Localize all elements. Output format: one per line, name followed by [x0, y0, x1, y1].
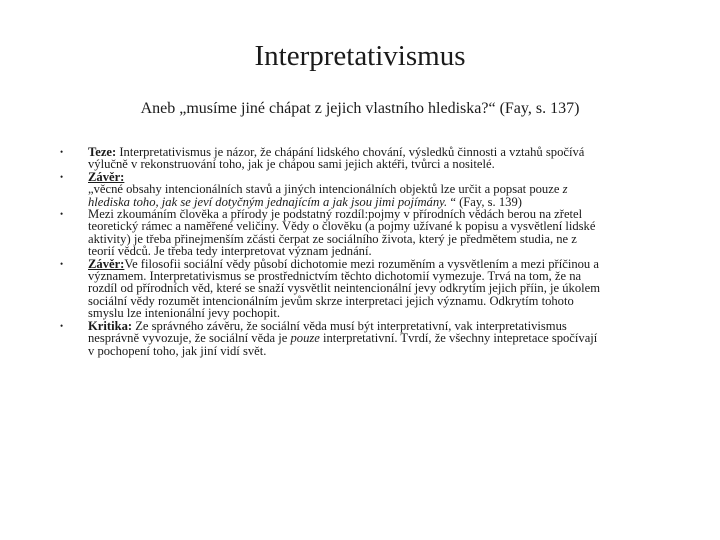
text-line: aktivity) je třeba přinejmenším zčásti čerpat ze sociálního života, který je předmětem studia, ne z	[88, 231, 577, 246]
text-line: Mezi zkoumáním člověka a přírody je podstatný rozdíl:pojmy v přírodních vědách berou na zřetel	[88, 207, 583, 222]
bullet-item-kritika	[60, 320, 665, 357]
text-line: v pochopení toho, jak jiní vidí svět.	[88, 343, 267, 358]
text-run: „věcné obsahy intencionálních stavů a jiných intencionálních objektů lze určit a popsat pouze	[88, 182, 563, 197]
bullet-item-teze	[60, 146, 665, 171]
text-run: Ve filosofii sociální vědy působí dichotomie mezi rozuměním a vysvětlením a mezi příčinou a	[124, 256, 599, 271]
item-label: Závěr:	[88, 256, 125, 271]
text-line: smyslu lze intenionální jevy pochopit.	[88, 306, 281, 321]
text-line: sociální vědy rozumět intencionálním jevům skrze interpretaci jejich významu. Odkrytím tohoto	[88, 293, 574, 308]
text-line	[88, 332, 665, 344]
bullet-item-zaver-2	[60, 258, 665, 320]
bullet-icon: •	[60, 209, 64, 220]
text-line: teoretický rámec a naměřené veličiny. Vědy o člověku (a pojmy užívané k popisu a vysvětlení lidské	[88, 219, 596, 234]
text-run: Ze správného závěru, že sociální věda musí být interpretativní, vak interpretativismus	[132, 318, 567, 333]
italic-run: hlediska toho, jak se jeví dotyčným jednajícím a jak jsou jimi pojímány.	[88, 194, 448, 209]
bullet-icon: •	[60, 171, 64, 182]
italic-run: z	[562, 182, 568, 197]
bullet-icon: •	[60, 320, 64, 331]
bullet-item-rozdil	[60, 208, 665, 258]
bullet-icon: •	[60, 258, 64, 269]
bullet-icon: •	[60, 147, 64, 157]
text-run: “ (Fay, s. 139)	[447, 194, 522, 209]
text-line: výlučně v rekonstruování toho, jak je chápou sami jejich aktéři, tvůrci a nositelé.	[88, 157, 495, 172]
item-label: Závěr:	[88, 169, 125, 184]
item-label: Teze:	[88, 145, 117, 159]
text-run: interpretativní. Tvrdí, že všechny intepretace spočívají	[319, 331, 598, 346]
item-label: Kritika:	[88, 318, 133, 333]
text-line: významem. Interpretativismus se prostřednictvím těchto dichotomií vymezuje. Trvá na tom, že na	[88, 269, 582, 284]
bullet-item-zaver-1	[60, 171, 665, 208]
bullet-list	[60, 146, 665, 357]
italic-run: pouze	[290, 331, 320, 346]
text-line: rozdíl od přírodních věd, které se snaží vysvětlit neintencionální jevy odkrytím jejich příin, je úkolem	[88, 281, 601, 296]
text-run: nesprávně vyvozuje, že sociální věda je	[88, 331, 291, 346]
text-run: Interpretativismus je názor, že chápání lidského chování, výsledků činnosti a vztahů spočívá	[116, 145, 585, 159]
slide-title: Interpretativismus	[254, 40, 466, 72]
text-line: teorií vědců. Je třeba tedy interpretovat význam jednání.	[88, 244, 372, 259]
slide-subtitle: Aneb „musíme jiné chápat z jejich vlastního hlediska?“ (Fay, s. 137)	[140, 100, 580, 117]
